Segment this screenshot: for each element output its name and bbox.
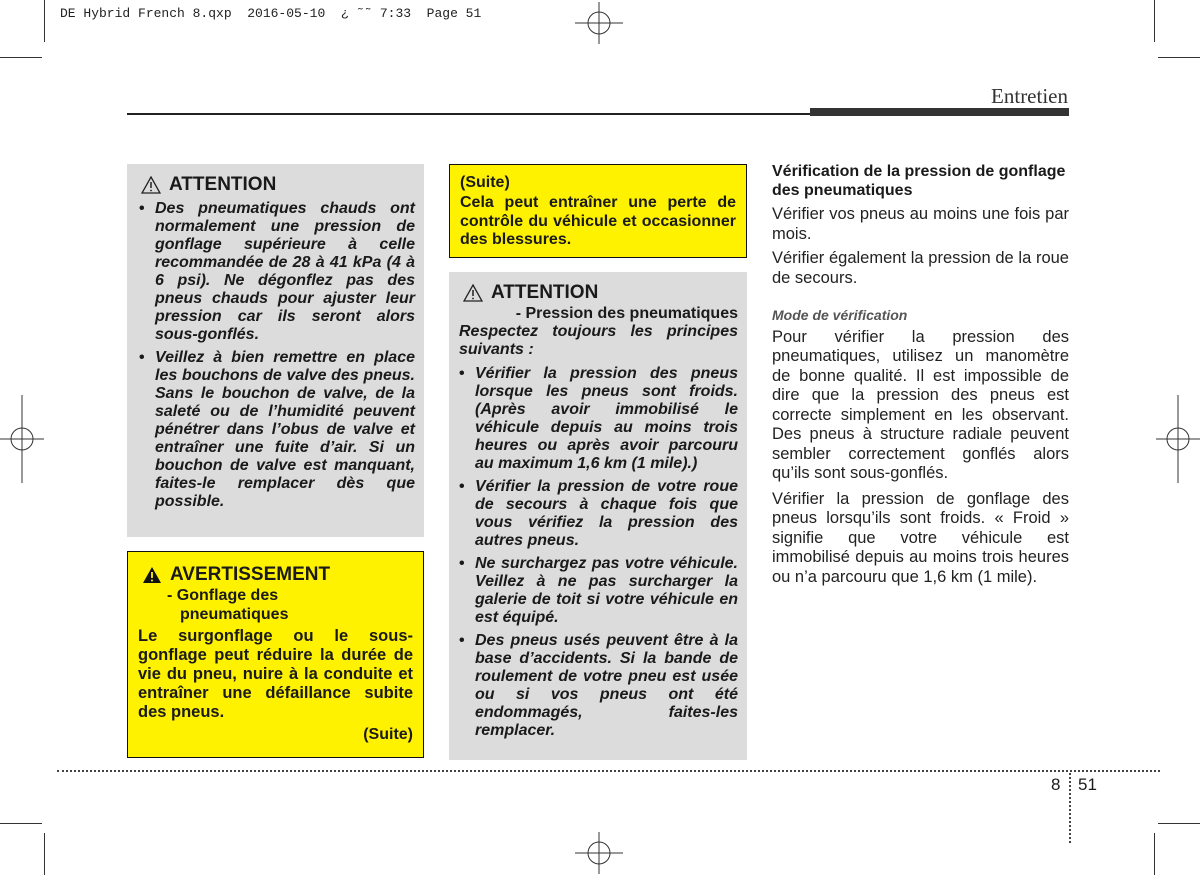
warning-box — [127, 551, 424, 758]
attention-title-text: ATTENTION — [491, 282, 599, 303]
crop-mark — [1158, 823, 1200, 824]
attention-list — [459, 365, 738, 740]
body-paragraph: Vérifier également la pression de la roue de secours. — [772, 249, 1069, 287]
list-item: • Vérifier la pression de votre roue de secours à chaque fois que vous vérifiez la pression des autres pneus. — [459, 478, 738, 550]
warning-filled-triangle-icon — [142, 566, 162, 584]
continued-body: Cela peut entraîner une perte de contrôle du véhicule et occasionner des blessures. — [460, 194, 736, 248]
body-paragraph: Pour vérifier la pression des pneumatiques, utilisez un manomètre de bonne qualité. Il est impossible de dire que la pression des pneus est correcte simplement en les observant. Des pneus à structure radiale peuvent sembler correctement gonflés alors qu’ils sont sous-gonflés. — [772, 327, 1069, 482]
attention-title — [139, 174, 415, 196]
section-heading: Vérification de la pression de gonflage des pneumatiques — [772, 163, 1066, 199]
attention-title-text: ATTENTION — [169, 174, 277, 195]
header-rule-thick — [810, 108, 1069, 116]
file-meta: DE Hybrid French 8.qxp 2016-05-10 ¿ ˜˜ 7:33 Page 51 — [60, 6, 482, 21]
registration-mark-icon — [0, 395, 44, 483]
crop-mark — [1154, 0, 1155, 42]
attention-box — [449, 272, 747, 760]
body-paragraph: Vérifier vos pneus au moins une fois par mois. — [772, 205, 1069, 243]
footer-divider — [1069, 773, 1071, 843]
footer-rule — [57, 770, 1160, 772]
warning-triangle-icon — [141, 176, 161, 194]
continued-label: (Suite) — [460, 174, 510, 191]
attention-subtitle: - Pression des pneumatiques — [515, 305, 738, 322]
header-rule — [127, 113, 810, 115]
registration-mark-icon — [575, 2, 623, 44]
body-paragraph: Vérifier la pression de gonflage des pneus lorsqu’ils sont froids. « Froid » signifie que votre véhicule est immobilisé depuis au moins trois heures ou n’a parcouru que 1,6 km (1 mile). — [772, 489, 1069, 586]
registration-mark-icon — [575, 832, 623, 874]
crop-mark — [0, 57, 42, 58]
list-item: • Ne surchargez pas votre véhicule. Veillez à ne pas surcharger la galerie de toit si votre véhicule en est équipé. — [459, 555, 738, 627]
crop-mark — [1154, 833, 1155, 875]
registration-mark-icon — [1156, 395, 1200, 483]
crop-mark — [44, 0, 45, 42]
continued-label: (Suite) — [363, 726, 413, 743]
list-item: • Veillez à bien remettre en place les bouchons de valve des pneus. Sans le bouchon de valve, de la saleté ou de l’humidité peuvent pénétrer dans l’obus de valve et entraîner une fuite d’air. Si un bouchon de valve est manquant, faites-le remplacer dès que possible. — [139, 349, 415, 511]
warning-title — [138, 564, 413, 586]
list-item: • Des pneumatiques chauds ont normalement une pression de gonflage supérieure à celle recommandée de 28 à 41 kPa (4 à 6 psi). Ne dégonflez pas des pneus chauds pour ajuster leur pression car ils seront alors sous-gonflés. — [139, 200, 415, 344]
warning-triangle-icon — [463, 284, 483, 302]
warning-body: Le surgonflage ou le sous-gonflage peut réduire la durée de vie du pneu, nuire à la conduite et entraîner une défaillance subite des pneus. — [138, 627, 413, 721]
section-title: Entretien — [991, 84, 1068, 108]
list-item: • Des pneus usés peuvent être à la base d’accidents. Si la bande de roulement de votre pneu est usée ou si vos pneus ont été endommagés, faites-les remplacer. — [459, 632, 738, 740]
crop-mark — [44, 833, 45, 875]
body-column — [772, 162, 1069, 587]
attention-box — [127, 164, 424, 537]
attention-list — [139, 200, 415, 511]
section-number: 8 — [1051, 775, 1061, 794]
crop-mark — [1158, 57, 1200, 58]
warning-subtitle: - Gonflage des — [167, 587, 279, 604]
continued-box — [449, 164, 747, 258]
attention-intro: Respectez toujours les principes suivants : — [459, 323, 738, 358]
crop-mark — [0, 823, 42, 824]
attention-title — [459, 282, 738, 304]
warning-subtitle: pneumatiques — [180, 606, 289, 623]
subsection-heading: Mode de vérification — [772, 307, 908, 323]
warning-title-text: AVERTISSEMENT — [170, 564, 331, 585]
list-item: • Vérifier la pression des pneus lorsque les pneus sont froids. (Après avoir immobilisé le véhicule depuis au moins trois heures ou après avoir parcouru au maximum 1,6 km (1 mile).) — [459, 365, 738, 473]
page-number: 51 — [1078, 775, 1097, 794]
